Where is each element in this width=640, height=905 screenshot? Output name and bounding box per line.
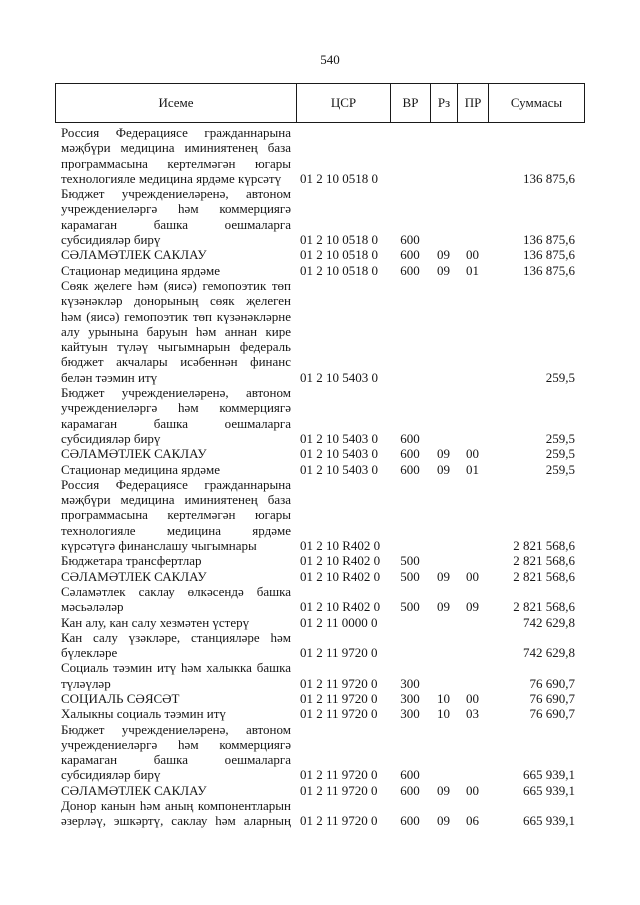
expense-type-code: 600	[400, 232, 420, 248]
table-row	[0, 706, 640, 721]
section-code: 10	[437, 706, 450, 722]
column-header-sum: Суммасы	[510, 95, 563, 110]
row-name	[61, 462, 291, 477]
target-article-code: 01 2 10 5403 0	[300, 430, 378, 446]
row-name-line: Стационар медицина ярдәме	[61, 262, 220, 278]
column-header-rz: Рз	[431, 84, 458, 122]
target-article-code: 01 2 11 0000 0	[300, 614, 378, 630]
row-name-line: мәҗбүри медицина иминиятенең база	[61, 140, 291, 156]
section-code: 09	[437, 599, 450, 615]
row-name-line: Бюджетара трансфертлар	[61, 553, 202, 569]
amount: 665 939,1	[523, 813, 575, 829]
row-name-line: карамаган башка оешмаларга	[61, 216, 291, 232]
row-name-line: Кан салу үзәкләре, станцияләре һәм	[61, 629, 291, 645]
table-row	[0, 722, 640, 783]
table-row	[0, 186, 640, 247]
target-article-code: 01 2 11 9720 0	[300, 690, 378, 706]
row-name	[61, 660, 291, 691]
row-name-line: әзерләү, эшкәртү, саклау һәм аларның	[61, 813, 291, 829]
row-name-line: СӘЛАМӘТЛЕК САКЛАУ	[61, 782, 207, 798]
row-name	[61, 186, 291, 247]
row-name-line: күзәнәкләр донорының сөяк җелеген	[61, 293, 291, 309]
row-name	[61, 385, 291, 446]
row-name-line: СӘЛАМӘТЛЕК САКЛАУ	[61, 568, 207, 584]
table-row	[0, 385, 640, 446]
row-name-line: бүлекләре	[61, 645, 118, 661]
amount: 136 875,6	[523, 262, 575, 278]
row-name	[61, 706, 291, 721]
table-body	[0, 125, 640, 829]
target-article-code: 01 2 10 R402 0	[300, 599, 381, 615]
row-name-line: күрсәтүгә финанслашу чыгымнары	[61, 538, 257, 554]
subsection-code: 01	[466, 461, 479, 477]
section-code: 09	[437, 262, 450, 278]
target-article-code: 01 2 10 0518 0	[300, 262, 378, 278]
expense-type-code: 600	[400, 430, 420, 446]
row-name-line: субсидияләр бирү	[61, 767, 161, 783]
row-name-line: учреждениеләргә һәм коммерциягә	[61, 201, 291, 217]
row-name-line: мәҗбүри медицина иминиятенең база	[61, 492, 291, 508]
row-name-line: карамаган башка оешмаларга	[61, 415, 291, 431]
section-code: 09	[437, 461, 450, 477]
section-code: 10	[437, 690, 450, 706]
target-article-code: 01 2 10 5403 0	[300, 446, 378, 462]
expense-type-code: 300	[400, 675, 420, 691]
row-name	[61, 584, 291, 615]
amount: 76 690,7	[529, 675, 575, 691]
page-number: 540	[320, 52, 340, 67]
row-name-line: учреждениеләргә һәм коммерциягә	[61, 400, 291, 416]
row-name-line: программасына кертелмәгән югары	[61, 507, 291, 523]
target-article-code: 01 2 10 R402 0	[300, 538, 381, 554]
table-row	[0, 263, 640, 278]
target-article-code: 01 2 11 9720 0	[300, 645, 378, 661]
target-article-code: 01 2 11 9720 0	[300, 767, 378, 783]
table-row	[0, 247, 640, 262]
column-header-csr: ЦСР	[297, 84, 391, 122]
row-name-line: учреждениеләргә һәм коммерциягә	[61, 736, 291, 752]
row-name-line: Кан алу, кан салу хезмәтен үстерү	[61, 614, 250, 630]
row-name-line: Бюджет учреждениеләренә, автоном	[61, 721, 291, 737]
expense-type-code: 500	[400, 553, 420, 569]
table-row	[0, 446, 640, 461]
amount: 259,5	[545, 446, 575, 462]
target-article-code: 01 2 11 9720 0	[300, 706, 378, 722]
section-code: 09	[437, 247, 450, 263]
table-row	[0, 569, 640, 584]
row-name	[61, 722, 291, 783]
expense-type-code: 600	[400, 813, 420, 829]
amount: 136 875,6	[523, 247, 575, 263]
table-row	[0, 477, 640, 553]
row-name	[61, 446, 291, 461]
amount: 76 690,7	[529, 690, 575, 706]
row-name	[61, 569, 291, 584]
subsection-code: 00	[466, 782, 479, 798]
row-name-line: Стационар медицина ярдәме	[61, 461, 220, 477]
table-row	[0, 783, 640, 798]
row-name	[61, 125, 291, 186]
amount: 742 629,8	[523, 614, 575, 630]
expense-type-code: 600	[400, 262, 420, 278]
table-row	[0, 798, 640, 829]
subsection-code: 00	[466, 690, 479, 706]
column-header-name: Исеме	[56, 84, 297, 122]
row-name-line: Сөяк җелеге һәм (яисә) гемопоэтик төп	[61, 277, 291, 293]
row-name-line: белән тәэмин итү	[61, 369, 158, 385]
row-name-line: Бюджет учреждениеләренә, автоном	[61, 385, 291, 401]
target-article-code: 01 2 11 9720 0	[300, 675, 378, 691]
subsection-code: 00	[466, 247, 479, 263]
target-article-code: 01 2 10 5403 0	[300, 461, 378, 477]
row-name	[61, 691, 291, 706]
row-name-line: Халыкны социаль тәэмин итү	[61, 706, 226, 722]
row-name	[61, 278, 291, 385]
table-row	[0, 462, 640, 477]
table-row	[0, 278, 640, 385]
row-name-line: субсидияләр бирү	[61, 430, 161, 446]
section-code: 09	[437, 813, 450, 829]
subsection-code: 06	[466, 813, 479, 829]
subsection-code: 09	[466, 599, 479, 615]
amount: 2 821 568,6	[513, 553, 575, 569]
expense-type-code: 500	[400, 599, 420, 615]
subsection-code: 03	[466, 706, 479, 722]
amount: 136 875,6	[523, 170, 575, 186]
row-name	[61, 263, 291, 278]
amount: 665 939,1	[523, 782, 575, 798]
row-name	[61, 615, 291, 630]
target-article-code: 01 2 10 5403 0	[300, 369, 378, 385]
row-name-line: СӘЛАМӘТЛЕК САКЛАУ	[61, 446, 207, 462]
row-name-line: Донор канын һәм аның компонентларын	[61, 798, 291, 814]
expense-type-code: 600	[400, 247, 420, 263]
table-row	[0, 615, 640, 630]
row-name-line: мәсьәләләр	[61, 599, 124, 615]
table-row	[0, 584, 640, 615]
amount: 76 690,7	[529, 706, 575, 722]
row-name-line: алу урынына баруын һәм аннан кире	[61, 323, 291, 339]
target-article-code: 01 2 10 R402 0	[300, 568, 381, 584]
row-name-line: субсидияләр бирү	[61, 232, 161, 248]
target-article-code: 01 2 11 9720 0	[300, 782, 378, 798]
row-name-line: түләүләр	[61, 675, 111, 691]
table-header	[55, 83, 585, 123]
row-name-line: һәм (яисә) гемопоэтик төп күзәнәкләрне	[61, 308, 291, 324]
row-name	[61, 553, 291, 568]
row-name-line: Бюджет учреждениеләренә, автоном	[61, 186, 291, 202]
amount: 2 821 568,6	[513, 568, 575, 584]
row-name-line: СӘЛАМӘТЛЕК САКЛАУ	[61, 247, 207, 263]
row-name	[61, 798, 291, 829]
row-name-line: СОЦИАЛЬ СӘЯСӘТ	[61, 690, 180, 706]
section-code: 09	[437, 782, 450, 798]
column-header-vr: ВР	[391, 84, 431, 122]
expense-type-code: 600	[400, 461, 420, 477]
table-row	[0, 553, 640, 568]
amount: 136 875,6	[523, 232, 575, 248]
row-name-line: Россия Федерациясе гражданнарына	[61, 125, 291, 140]
table-row	[0, 660, 640, 691]
table-row	[0, 125, 640, 186]
subsection-code: 00	[466, 446, 479, 462]
expense-type-code: 500	[400, 568, 420, 584]
target-article-code: 01 2 10 0518 0	[300, 247, 378, 263]
row-name-line: Россия Федерациясе гражданнарына	[61, 476, 291, 492]
amount: 742 629,8	[523, 645, 575, 661]
amount: 2 821 568,6	[513, 538, 575, 554]
expense-type-code: 600	[400, 767, 420, 783]
target-article-code: 01 2 10 0518 0	[300, 232, 378, 248]
column-header-pr: ПР	[458, 84, 489, 122]
row-name-line: технологияле медицина ярдәме	[61, 522, 291, 538]
target-article-code: 01 2 11 9720 0	[300, 813, 378, 829]
expense-type-code: 300	[400, 706, 420, 722]
row-name-line: кайтуын түләү чыгымнарын федераль	[61, 339, 291, 355]
amount: 665 939,1	[523, 767, 575, 783]
subsection-code: 01	[466, 262, 479, 278]
row-name	[61, 630, 291, 661]
target-article-code: 01 2 10 0518 0	[300, 170, 378, 186]
table-row	[0, 691, 640, 706]
section-code: 09	[437, 568, 450, 584]
row-name	[61, 477, 291, 553]
row-name-line: бюджет акчалары исәбеннән финанс	[61, 354, 291, 370]
expense-type-code: 300	[400, 690, 420, 706]
row-name-line: программасына кертелмәгән югары	[61, 155, 291, 171]
amount: 2 821 568,6	[513, 599, 575, 615]
table-row	[0, 630, 640, 661]
row-name-line: Сәламәтлек саклау өлкәсендә башка	[61, 583, 291, 599]
subsection-code: 00	[466, 568, 479, 584]
target-article-code: 01 2 10 R402 0	[300, 553, 381, 569]
row-name	[61, 783, 291, 798]
expense-type-code: 600	[400, 446, 420, 462]
amount: 259,5	[545, 369, 575, 385]
row-name-line: Социаль тәэмин итү һәм халыкка башка	[61, 660, 291, 676]
row-name-line: технологияле медицина ярдәме күрсәтү	[61, 170, 282, 186]
row-name	[61, 247, 291, 262]
expense-type-code: 600	[400, 782, 420, 798]
amount: 259,5	[545, 461, 575, 477]
amount: 259,5	[545, 430, 575, 446]
section-code: 09	[437, 446, 450, 462]
row-name-line: карамаган башка оешмаларга	[61, 752, 291, 768]
